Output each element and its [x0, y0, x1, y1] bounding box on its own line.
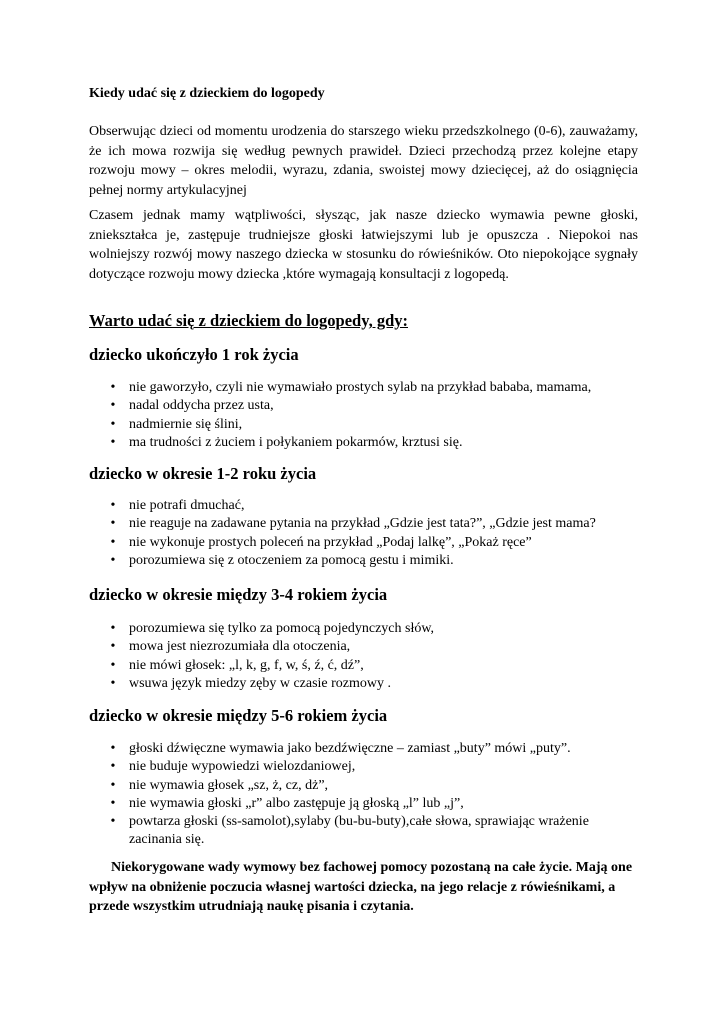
- section-heading-5-6-years: dziecko w okresie między 5-6 rokiem życia: [89, 706, 388, 725]
- list-item: • powtarza głoski (ss-samolot),sylaby (bu-bu-buty),całe słowa, sprawiając wrażenie zacinania się.: [107, 813, 627, 850]
- list-item: • nie gaworzyło, czyli nie wymawiało prostych sylab na przykład bababa, mamama,: [107, 379, 627, 397]
- list-item: • nie wykonuje prostych poleceń na przykład „Podaj lalkę”, „Pokaż ręce”: [107, 534, 627, 552]
- list-item: • porozumiewa się tylko za pomocą pojedynczych słów,: [107, 620, 627, 638]
- bullet-icon: •: [110, 380, 116, 395]
- list-item: • głoski dźwięczne wymawia jako bezdźwięczne – zamiast „buty” mówi „puty”.: [107, 740, 627, 758]
- bullet-icon: •: [110, 675, 116, 691]
- document-title: Kiedy udać się z dzieckiem do logopedy: [89, 86, 325, 101]
- bullet-icon: •: [110, 534, 116, 550]
- intro-paragraph: Obserwując dzieci od momentu urodzenia do starszego wieku przedszkolnego (0-6), zauważamy, że ich mowa rozwija się według pewnych prawideł. Dzieci przechodzą przez kolejne etapy rozwoju mowy – okres melodii, wyrazu, zdania, swoistej mowy dziecięcej, aż do osiągnięcia pełnej normy artykulacyjnej: [89, 124, 638, 198]
- section-list-1-2-years: [107, 497, 627, 570]
- concerns-paragraph: Czasem jednak mamy wątpliwości, słysząc, jak nasze dziecko wymawia pewne głoski, zniekształca je, zastępuje trudniejsze głoski łatwiejszymi lub je opuszcza . Niepokoi nas wolniejszy rozwój mowy naszego dziecka w stosunku do rówieśników. Oto niepokojące sygnały dotyczące rozwoju mowy dziecka ,które wymagają konsultacji z logopedą.: [89, 208, 638, 282]
- list-item: • nie mówi głosek: „l, k, g, f, w, ś, ź, ć, dź”,: [107, 657, 627, 675]
- bullet-icon: •: [110, 741, 116, 756]
- list-item: • nie wymawia głosek „sz, ż, cz, dż”,: [107, 777, 627, 795]
- section-list-1-year: [107, 379, 627, 452]
- bullet-icon: •: [110, 777, 116, 793]
- bullet-icon: •: [110, 552, 116, 568]
- bullet-icon: •: [110, 516, 116, 532]
- section-heading-3-4-years: dziecko w okresie między 3-4 rokiem życia: [89, 585, 388, 604]
- bullet-icon: •: [110, 795, 116, 811]
- closing-paragraph: Niekorygowane wady wymowy bez fachowej pomocy pozostaną na całe życie. Mają one wpływ na obniżenie poczucia własnej wartości dziecka, na jego relacje z rówieśnikami, a przede wszystkim utrudniają naukę pisania i czytania.: [89, 860, 633, 914]
- list-item: • porozumiewa się z otoczeniem za pomocą gestu i mimiki.: [107, 552, 627, 570]
- bullet-icon: •: [110, 416, 116, 432]
- list-item: • nadmiernie się ślini,: [107, 416, 627, 434]
- section-list-3-4-years: [107, 620, 627, 693]
- list-item: • nie potrafi dmuchać,: [107, 497, 627, 515]
- bullet-icon: •: [110, 621, 116, 636]
- list-item: • nadal oddycha przez usta,: [107, 397, 627, 415]
- list-item: • ma trudności z żuciem i połykaniem pokarmów, krztusi się.: [107, 434, 627, 452]
- section-list-5-6-years: [107, 740, 627, 850]
- section-heading-1-2-years: dziecko w okresie 1-2 roku życia: [89, 464, 317, 483]
- list-item: • mowa jest niezrozumiała dla otoczenia,: [107, 638, 627, 656]
- bullet-icon: •: [110, 434, 116, 450]
- bullet-icon: •: [110, 498, 116, 513]
- bullet-icon: •: [110, 814, 116, 830]
- section-heading-1-year: dziecko ukończyło 1 rok życia: [89, 345, 299, 364]
- bullet-icon: •: [110, 398, 116, 414]
- bullet-icon: •: [110, 639, 116, 655]
- list-item: • nie reaguje na zadawane pytania na przykład „Gdzie jest tata?”, „Gdzie jest mama?: [107, 515, 627, 533]
- bullet-icon: •: [110, 759, 116, 775]
- list-item: • wsuwa język miedzy zęby w czasie rozmowy .: [107, 675, 627, 693]
- main-heading: Warto udać się z dzieckiem do logopedy, gdy:: [89, 311, 408, 330]
- list-item: • nie wymawia głoski „r” albo zastępuje ją głoską „l” lub „j”,: [107, 795, 627, 813]
- bullet-icon: •: [110, 657, 116, 673]
- list-item: • nie buduje wypowiedzi wielozdaniowej,: [107, 758, 627, 776]
